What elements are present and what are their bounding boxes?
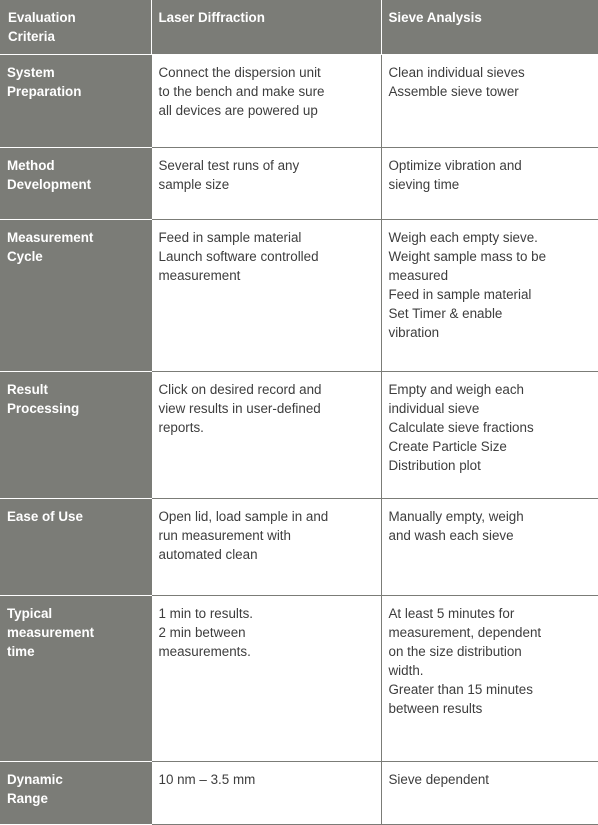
criteria-cell-line: time bbox=[7, 644, 35, 659]
laser-diffraction-cell bbox=[151, 220, 381, 372]
sieve-analysis-cell-line: and wash each sieve bbox=[388, 528, 514, 543]
criteria-cell bbox=[0, 372, 151, 499]
laser-diffraction-cell bbox=[151, 55, 381, 148]
criteria-cell-line: Cycle bbox=[7, 249, 43, 264]
criteria-cell-line: Measurement bbox=[7, 230, 94, 245]
sieve-analysis-cell bbox=[381, 596, 598, 762]
table-row bbox=[0, 148, 598, 220]
table-header bbox=[0, 0, 598, 55]
table-row bbox=[0, 372, 598, 499]
sieve-analysis-cell-line: Greater than 15 minutes bbox=[388, 682, 533, 697]
laser-diffraction-cell bbox=[151, 596, 381, 762]
table-row bbox=[0, 55, 598, 148]
criteria-cell-line: Processing bbox=[7, 401, 80, 416]
sieve-analysis-cell bbox=[381, 148, 598, 220]
sieve-analysis-cell-line: Distribution plot bbox=[388, 458, 481, 473]
sieve-analysis-cell-line: Calculate sieve fractions bbox=[388, 420, 534, 435]
header-laser-diffraction: Laser Diffraction bbox=[151, 0, 381, 55]
sieve-analysis-cell-line: Weigh each empty sieve. bbox=[388, 230, 538, 245]
sieve-analysis-cell-line: Feed in sample material bbox=[388, 287, 532, 302]
header-criteria-line: Evaluation bbox=[8, 10, 76, 25]
sieve-analysis-cell bbox=[381, 220, 598, 372]
sieve-analysis-cell-line: Set Timer & enable bbox=[388, 306, 503, 321]
sieve-analysis-cell bbox=[381, 499, 598, 596]
header-criteria-line: Criteria bbox=[8, 29, 55, 44]
laser-diffraction-cell bbox=[151, 499, 381, 596]
sieve-analysis-cell-line: Weight sample mass to be bbox=[388, 249, 547, 264]
sieve-analysis-cell-line: sieving time bbox=[388, 177, 460, 192]
laser-diffraction-cell bbox=[151, 762, 381, 825]
criteria-cell-line: measurement bbox=[7, 625, 95, 640]
sieve-analysis-cell-line: Sieve dependent bbox=[388, 772, 490, 787]
criteria-cell-line: Result bbox=[7, 382, 48, 397]
laser-diffraction-cell-line: Open lid, load sample in and bbox=[158, 509, 329, 524]
laser-diffraction-cell-line: reports. bbox=[158, 420, 204, 435]
header-sieve-analysis: Sieve Analysis bbox=[381, 0, 598, 55]
sieve-analysis-cell-line: Empty and weigh each bbox=[388, 382, 524, 397]
sieve-analysis-cell-line: vibration bbox=[388, 325, 440, 340]
criteria-cell-line: Range bbox=[7, 791, 48, 806]
header-evaluation-criteria bbox=[0, 0, 151, 55]
sieve-analysis-cell-line: Optimize vibration and bbox=[388, 158, 522, 173]
sieve-analysis-cell-line: At least 5 minutes for bbox=[388, 606, 515, 621]
criteria-cell-line: Typical bbox=[7, 606, 53, 621]
laser-diffraction-cell-line: 2 min between bbox=[158, 625, 246, 640]
criteria-cell-line: Development bbox=[7, 177, 92, 192]
laser-diffraction-cell-line: run measurement with bbox=[158, 528, 291, 543]
criteria-cell bbox=[0, 762, 151, 825]
laser-diffraction-cell-line: measurements. bbox=[158, 644, 251, 659]
criteria-cell-line: Dynamic bbox=[7, 772, 63, 787]
laser-diffraction-cell-line: Feed in sample material bbox=[158, 230, 302, 245]
table-row bbox=[0, 596, 598, 762]
sieve-analysis-cell-line: width. bbox=[388, 663, 424, 678]
laser-diffraction-cell-line: view results in user-defined bbox=[158, 401, 321, 416]
sieve-analysis-cell-line: Clean individual sieves bbox=[388, 65, 525, 80]
criteria-cell bbox=[0, 499, 151, 596]
sieve-analysis-cell-line: Assemble sieve tower bbox=[388, 84, 519, 99]
criteria-cell bbox=[0, 220, 151, 372]
laser-diffraction-cell-line: all devices are powered up bbox=[158, 103, 318, 118]
criteria-cell bbox=[0, 55, 151, 148]
criteria-cell-line: Preparation bbox=[7, 84, 82, 99]
table-row bbox=[0, 220, 598, 372]
criteria-cell bbox=[0, 148, 151, 220]
laser-diffraction-cell-line: Several test runs of any bbox=[158, 158, 300, 173]
sieve-analysis-cell bbox=[381, 762, 598, 825]
criteria-cell-line: Method bbox=[7, 158, 55, 173]
criteria-cell-line: Ease of Use bbox=[7, 509, 83, 524]
laser-diffraction-cell-line: Click on desired record and bbox=[158, 382, 322, 397]
laser-diffraction-cell-line: 10 nm – 3.5 mm bbox=[158, 772, 256, 787]
laser-diffraction-cell-line: sample size bbox=[158, 177, 230, 192]
sieve-analysis-cell-line: Manually empty, weigh bbox=[388, 509, 524, 524]
criteria-cell-line: System bbox=[7, 65, 55, 80]
laser-diffraction-cell-line: Launch software controlled bbox=[158, 249, 319, 264]
table-row bbox=[0, 762, 598, 825]
sieve-analysis-cell-line: on the size distribution bbox=[388, 644, 522, 659]
sieve-analysis-cell bbox=[381, 372, 598, 499]
sieve-analysis-cell bbox=[381, 55, 598, 148]
laser-diffraction-cell-line: 1 min to results. bbox=[158, 606, 254, 621]
laser-diffraction-cell-line: to the bench and make sure bbox=[158, 84, 325, 99]
sieve-analysis-cell-line: Create Particle Size bbox=[388, 439, 507, 454]
sieve-analysis-cell-line: measured bbox=[388, 268, 449, 283]
sieve-analysis-cell-line: measurement, dependent bbox=[388, 625, 542, 640]
sieve-analysis-cell-line: between results bbox=[388, 701, 483, 716]
table-row bbox=[0, 499, 598, 596]
laser-diffraction-cell-line: automated clean bbox=[158, 547, 258, 562]
laser-diffraction-cell-line: Connect the dispersion unit bbox=[158, 65, 321, 80]
criteria-cell bbox=[0, 596, 151, 762]
sieve-analysis-cell-line: individual sieve bbox=[388, 401, 480, 416]
laser-diffraction-cell bbox=[151, 372, 381, 499]
header-row bbox=[0, 0, 598, 55]
laser-diffraction-cell bbox=[151, 148, 381, 220]
laser-diffraction-cell-line: measurement bbox=[158, 268, 241, 283]
table-body bbox=[0, 55, 598, 825]
